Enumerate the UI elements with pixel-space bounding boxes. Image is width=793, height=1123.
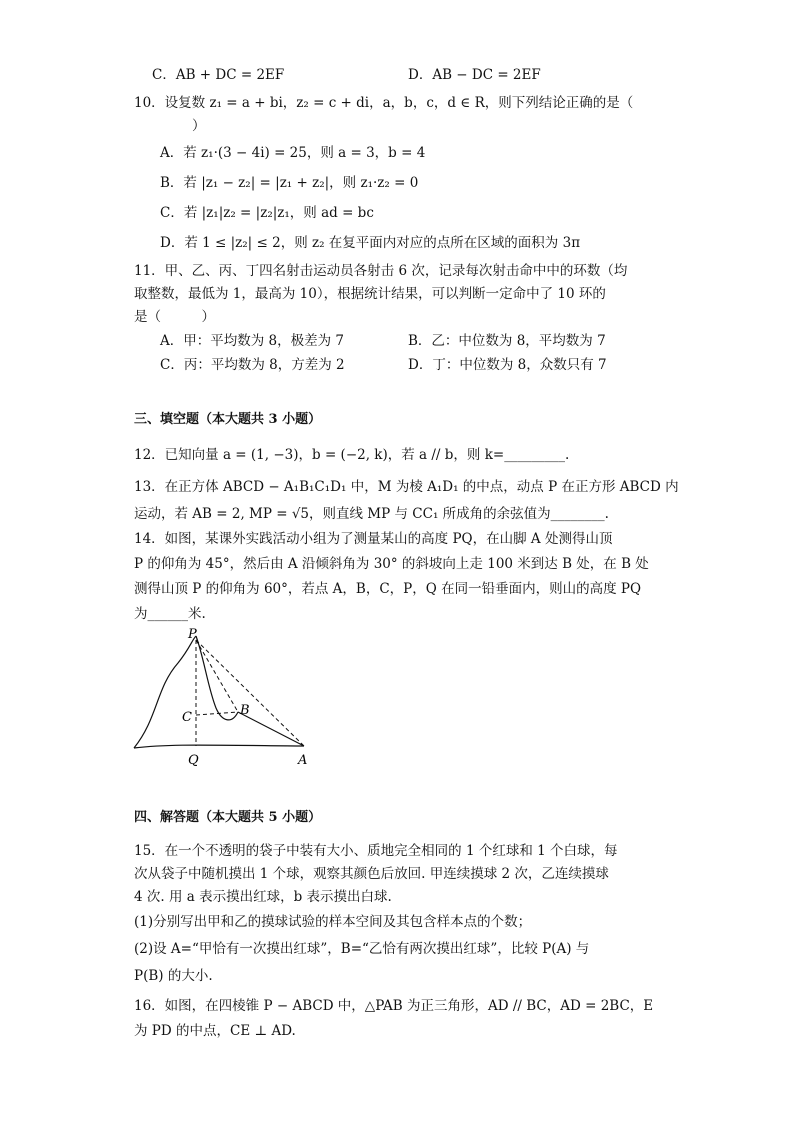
q16-line1: 16．如图，在四棱锥 P − ABCD 中，△PAB 为正三角形，AD // BC，AD = 2BC，E	[134, 998, 654, 1014]
q15-line3: 4 次. 用 a 表示摸出红球，b 表示摸出白球.	[134, 889, 392, 905]
q11-line3: 是（ ）	[134, 309, 215, 325]
q15-line2: 次从袋子中随机摸出 1 个球，观察其颜色后放回. 甲连续摸球 2 次，乙连续摸球	[134, 866, 609, 882]
label-p: P	[188, 628, 197, 642]
q11-line1: 11．甲、乙、丙、丁四名射击运动员各射击 6 次，记录每次射击命中中的环数（均	[134, 263, 628, 279]
q11-option-b: B．乙：中位数为 8，平均数为 7	[408, 333, 606, 349]
q12-text: 12．已知向量 a = (1, −3)，b = (−2, k)，若 a // b，则 k=_________.	[134, 447, 570, 463]
q10-option-a: A．若 z₁·(3 − 4i) = 25，则 a = 3，b = 4	[160, 145, 426, 161]
ground-line	[134, 745, 304, 748]
label-c: C	[182, 710, 192, 725]
label-a: A	[298, 753, 308, 768]
mountain-right-slope	[196, 636, 238, 720]
q10-option-b: B．若 |z₁ − z₂| = |z₁ + z₂|，则 z₁·z₂ = 0	[160, 175, 419, 191]
q10-stem: 10．设复数 z₁ = a + bi，z₂ = c + di，a，b，c，d ∈ R，则下列结论正确的是（	[134, 95, 634, 111]
mountain-figure	[128, 628, 318, 768]
q9-option-d: D．AB − DC = 2EF	[408, 67, 541, 83]
q10-option-d: D．若 1 ≤ |z₂| ≤ 2，则 z₂ 在复平面内对应的点所在区域的面积为 3π	[160, 235, 581, 251]
q13-line2: 运动，若 AB = 2, MP = √5，则直线 MP 与 CC₁ 所成角的余弦值为________.	[134, 506, 609, 522]
q15-part2-line2: P(B) 的大小.	[134, 968, 213, 984]
q10-option-c: C．若 |z₁|z₂ = |z₂|z₁，则 ad = bc	[160, 205, 374, 221]
line-cb	[196, 712, 238, 715]
section4-title: 四、解答题（本大题共 5 小题）	[134, 810, 322, 825]
q10-paren: ）	[192, 118, 206, 134]
q13-line1: 13．在正方体 ABCD − A₁B₁C₁D₁ 中，M 为棱 A₁D₁ 的中点，动点 P 在正方形 ABCD 内	[134, 479, 679, 495]
line-pb	[196, 640, 238, 712]
q14-line3: 测得山顶 P 的仰角为 60°，若点 A，B，C，P，Q 在同一铅垂面内，则山的高度 PQ	[134, 581, 642, 597]
q11-option-c: C．丙：平均数为 8，方差为 2	[160, 357, 345, 373]
label-q: Q	[188, 753, 199, 768]
q14-line2: P 的仰角为 45°，然后由 A 沿倾斜角为 30° 的斜坡向上走 100 米到达 B 处，在 B 处	[134, 556, 649, 572]
q16-line2: 为 PD 的中点，CE ⊥ AD.	[134, 1023, 296, 1039]
q11-option-d: D．丁：中位数为 8，众数只有 7	[408, 357, 607, 373]
q15-part2-line1: (2)设 A=“甲恰有一次摸出红球”，B=“乙恰有两次摸出红球”，比较 P(A) 与	[134, 941, 590, 957]
line-pa	[196, 640, 304, 746]
mountain-left-slope	[134, 636, 196, 748]
section3-title: 三、填空题（本大题共 3 小题）	[134, 412, 322, 427]
q11-option-a: A．甲：平均数为 8，极差为 7	[160, 333, 345, 349]
q14-line1: 14．如图，某课外实践活动小组为了测量某山的高度 PQ，在山脚 A 处测得山顶	[134, 531, 613, 547]
q9-option-c: C．AB + DC = 2EF	[152, 67, 285, 83]
q15-part1: (1)分别写出甲和乙的摸球试验的样本空间及其包含样本点的个数；	[134, 914, 532, 930]
label-b: B	[240, 703, 250, 718]
q14-line4: 为______米.	[134, 606, 206, 622]
q15-line1: 15．在一个不透明的袋子中装有大小、质地完全相同的 1 个红球和 1 个白球，每	[134, 843, 618, 859]
q11-line2: 取整数，最低为 1，最高为 10），根据统计结果，可以判断一定命中了 10 环的	[134, 286, 606, 302]
